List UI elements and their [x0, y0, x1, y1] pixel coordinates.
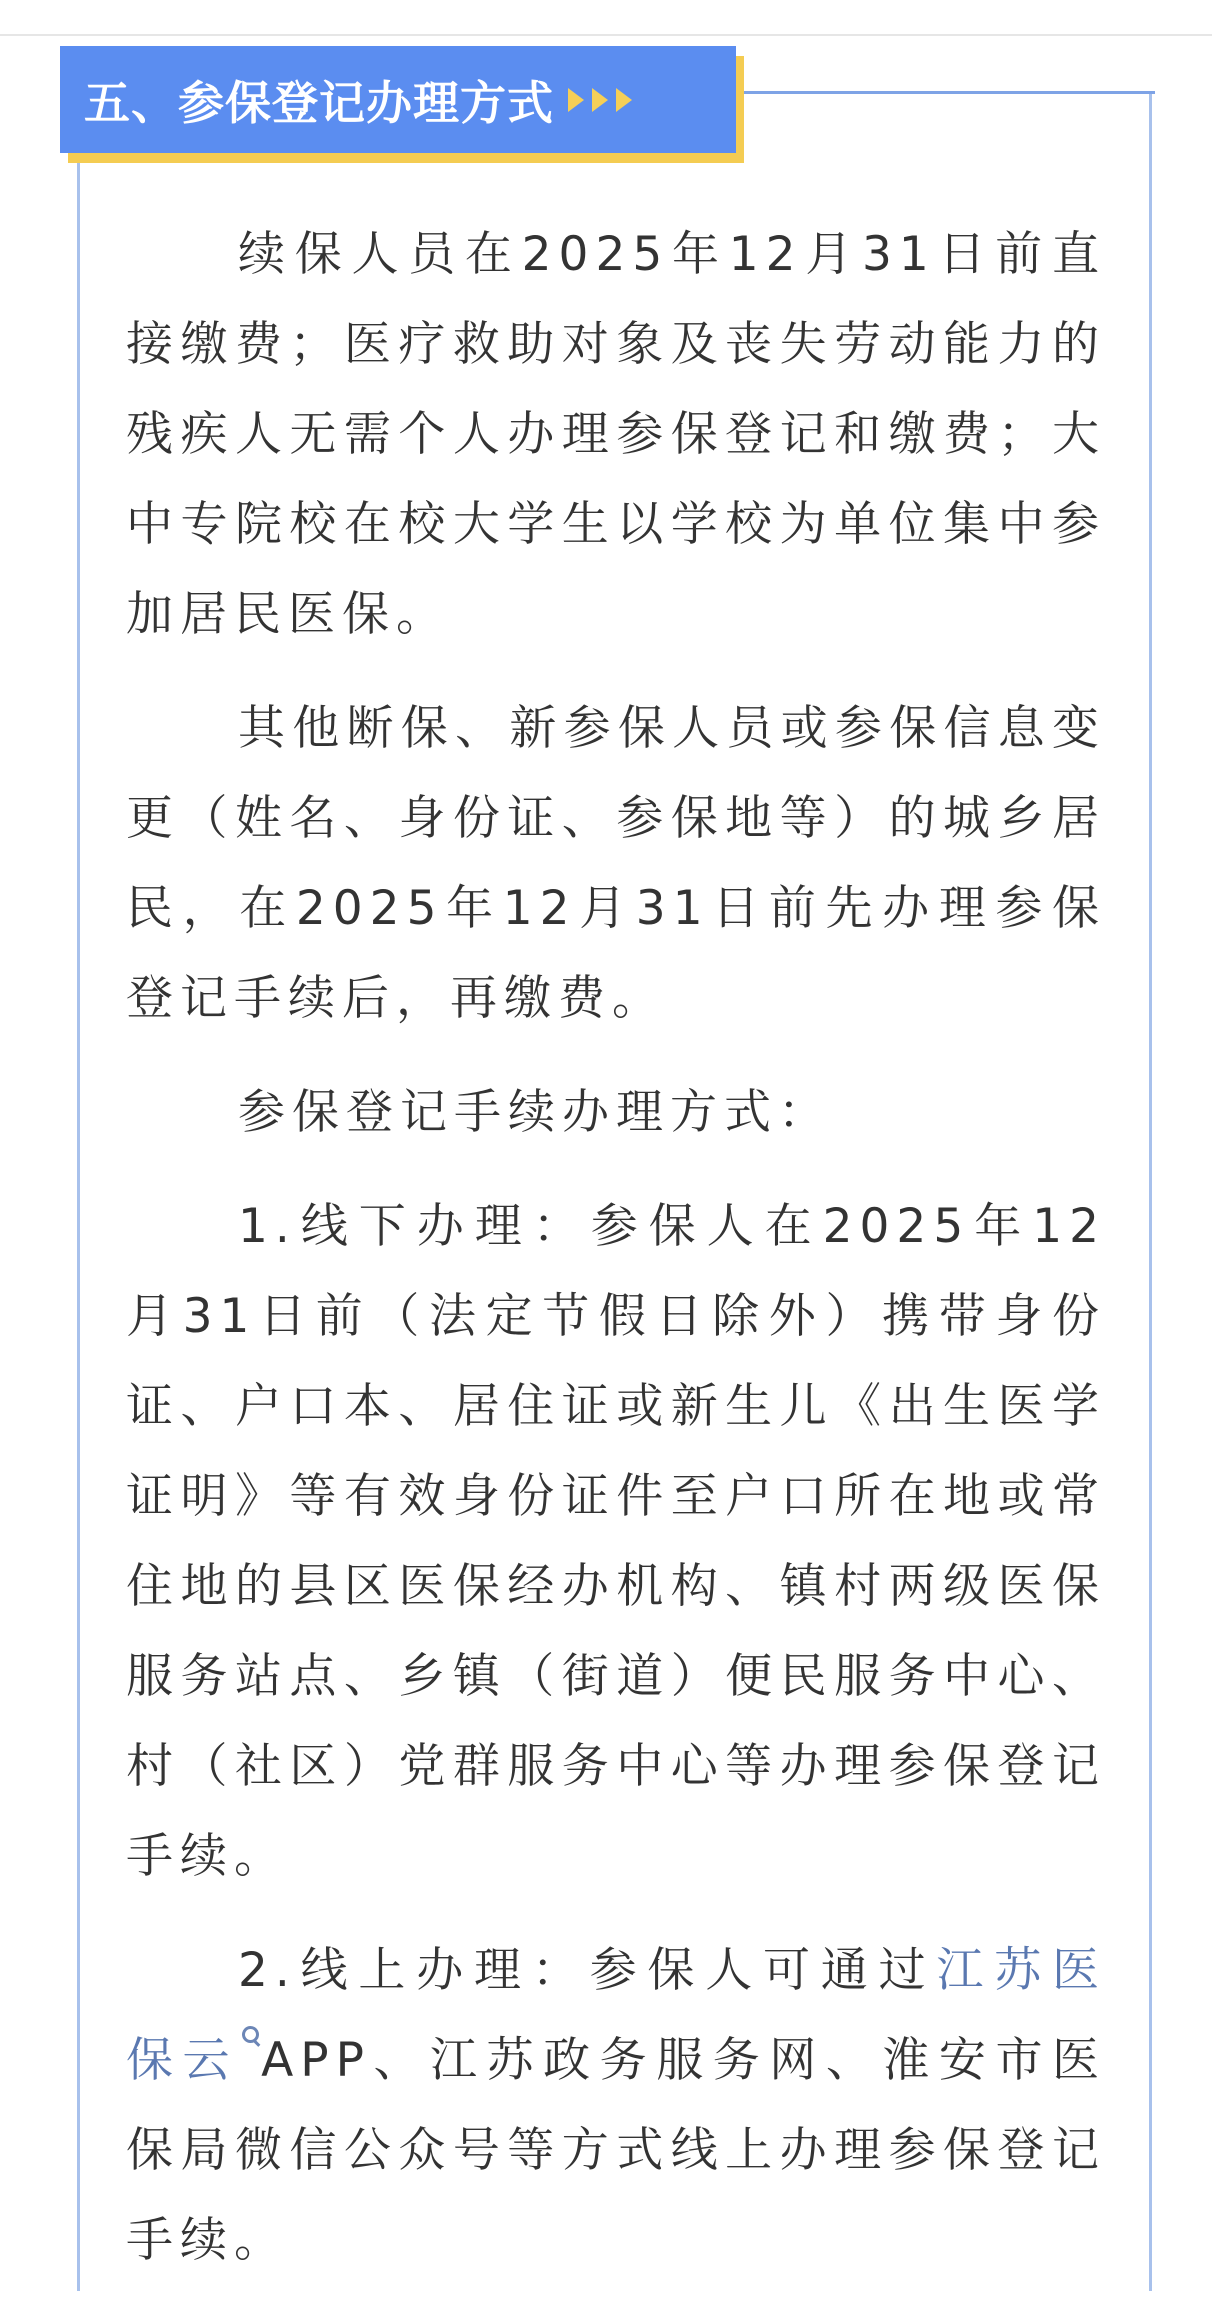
paragraph-online [126, 1926, 1106, 2286]
triple-chevron-right-icon [568, 88, 640, 112]
paragraph-offline: 1.线下办理：参保人在2025年12月31日前（法定节假日除外）携带身份证、户口本、居住证或新生儿《出生医学证明》等有效身份证件至户口所在地或常住地的县区医保经办机构、镇村两级医保服务站点、乡镇（街道）便民服务中心、村（社区）党群服务中心等办理参保登记手续。 [126, 1199, 1106, 1884]
section-title: 五、参保登记办理方式 [84, 75, 554, 130]
paragraph-methods-heading: 参保登记手续办理方式： [238, 1085, 832, 1140]
article-body [126, 210, 1106, 2310]
jiangsu-yibao-cloud-link[interactable]: 江苏医保云 [126, 1943, 1106, 2088]
paragraph-renewal: 续保人员在2025年12月31日前直接缴费；医疗救助对象及丧失劳动能力的残疾人无需个人办理参保登记和缴费；大中专院校在校大学生以学校为单位集中参加居民医保。 [126, 227, 1106, 642]
online-suffix: APP、江苏政务服务网、淮安市医保局微信公众号等方式线上办理参保登记手续。 [126, 2033, 1106, 2268]
top-divider [0, 34, 1212, 36]
paragraph-new-enrollment: 其他断保、新参保人员或参保信息变更（姓名、身份证、参保地等）的城乡居民，在2025年12月31日前先办理参保登记手续后，再缴费。 [126, 701, 1106, 1026]
search-icon[interactable] [241, 2022, 259, 2052]
online-prefix: 2.线上办理：参保人可通过 [238, 1943, 937, 1998]
section-header-face [60, 46, 736, 153]
section-header [60, 46, 736, 153]
